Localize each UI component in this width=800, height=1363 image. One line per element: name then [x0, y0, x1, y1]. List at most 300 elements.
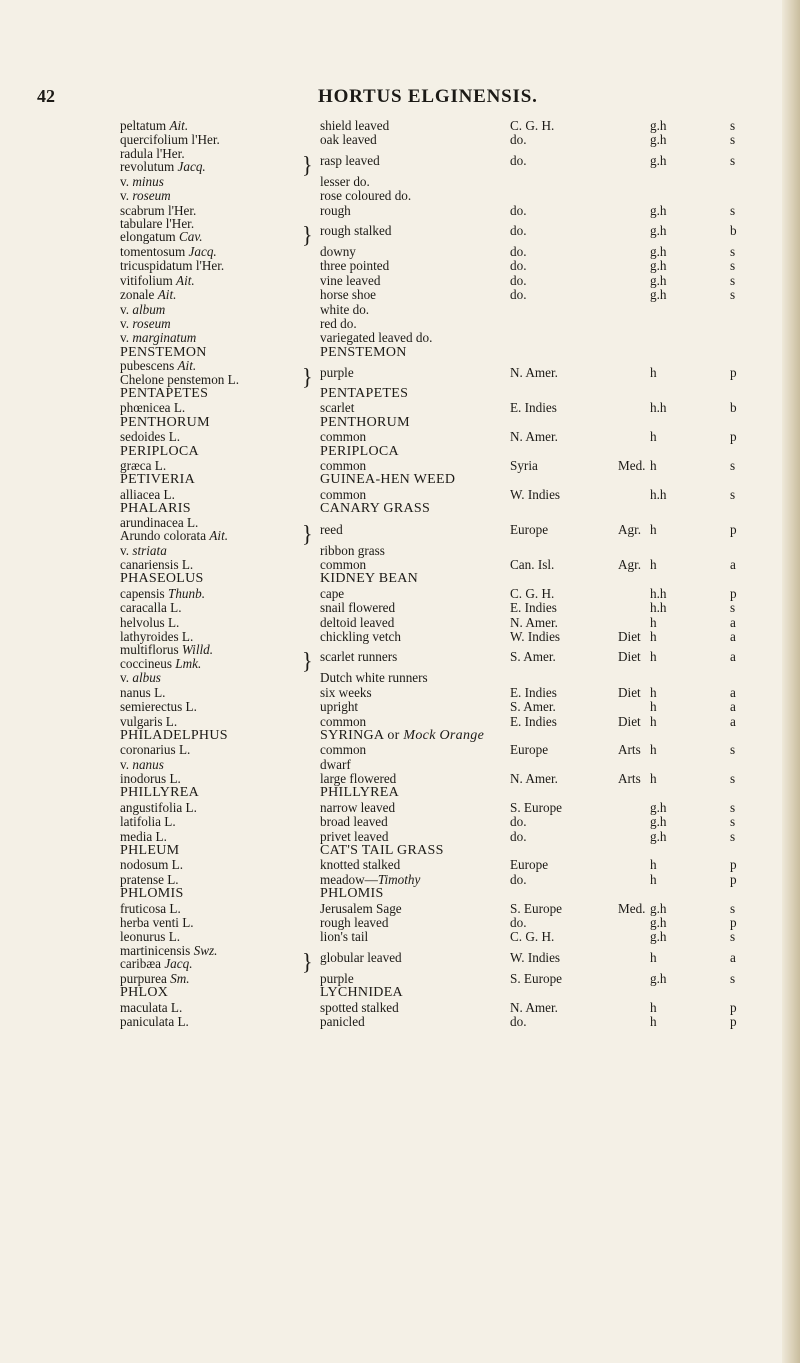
genus-common-name: CANARY GRASS — [320, 501, 431, 517]
species-row — [0, 814, 780, 828]
native-place: E. Indies — [510, 600, 557, 616]
common-name: spotted stalked — [320, 999, 399, 1015]
native-place: S. Europe — [510, 799, 563, 815]
genus-heading-row — [0, 444, 780, 458]
latin-name: radula l'Her. — [120, 145, 185, 161]
duration-code: s — [730, 118, 736, 133]
species-row — [0, 757, 780, 771]
species-row — [0, 829, 780, 843]
native-place: Europe — [510, 742, 549, 758]
common-name: rose coloured do. — [320, 188, 412, 204]
duration-code: s — [730, 486, 736, 502]
latin-name: nodosum L. — [120, 857, 184, 873]
cultivation-code: h — [650, 1013, 657, 1029]
genus-common-name: PENTHORUM — [320, 414, 410, 430]
common-name: shield leaved — [320, 118, 390, 133]
duration-code: b — [730, 400, 737, 416]
latin-name: coronarius L. — [120, 742, 191, 758]
genus-common-name: LYCHNIDEA — [320, 985, 403, 1001]
latin-name: maculata L. — [120, 999, 183, 1015]
latin-name: coccineus Lmk. — [120, 655, 202, 671]
duration-code: p — [730, 585, 737, 601]
native-place: C. G. H. — [510, 118, 555, 133]
duration-code: a — [730, 684, 736, 700]
latin-name: pubescens Ait. — [120, 358, 197, 374]
duration-code: p — [730, 914, 737, 930]
species-row — [0, 615, 780, 629]
common-name: lion's tail — [320, 929, 369, 945]
duration-code: a — [730, 713, 736, 729]
duration-code: s — [730, 828, 736, 844]
duration-code: s — [730, 258, 736, 274]
latin-name: arundinacea L. — [120, 514, 199, 530]
latin-name: nanus L. — [120, 684, 166, 700]
genus-common-name: PENTAPETES — [320, 386, 409, 402]
genus-common-name: PHLOMIS — [320, 886, 384, 902]
genus-name: PHILADELPHUS — [120, 727, 228, 743]
native-place: N. Amer. — [510, 429, 558, 445]
latin-name: pratense L. — [120, 871, 179, 887]
latin-name: v. marginatum — [120, 330, 197, 346]
common-name: dwarf — [320, 756, 351, 772]
common-name: common — [320, 742, 367, 758]
duration-code: p — [730, 871, 737, 887]
latin-name: tricuspidatum l'Her. — [120, 258, 225, 274]
genus-common-name: CAT'S TAIL GRASS — [320, 843, 444, 859]
cultivation-code: g.h — [650, 222, 667, 238]
cultivation-code: g.h — [650, 814, 667, 830]
latin-name: alliacea L. — [120, 486, 175, 502]
common-name: ribbon grass — [320, 542, 385, 558]
species-row — [0, 629, 780, 643]
use-note: Diet — [618, 713, 641, 729]
native-place: N. Amer. — [510, 771, 558, 787]
synonym-group — [120, 359, 239, 386]
cultivation-code: h — [650, 949, 657, 965]
genus-heading-row — [0, 501, 780, 515]
use-note: Diet — [618, 628, 641, 644]
genus-name: PHASEOLUS — [120, 571, 204, 587]
cultivation-code: g.h — [650, 272, 667, 288]
species-row — [0, 714, 780, 728]
use-note: Agr. — [618, 556, 642, 572]
latin-name: v. roseum — [120, 315, 171, 331]
common-name: variegated leaved do. — [320, 330, 433, 346]
duration-code: b — [730, 222, 737, 238]
latin-name: elongatum Cav. — [120, 229, 203, 245]
genus-common-name: GUINEA-HEN WEED — [320, 472, 456, 488]
cultivation-code: h — [650, 458, 657, 474]
species-row — [0, 287, 780, 301]
species-row — [0, 670, 780, 684]
cultivation-code: g.h — [650, 118, 667, 133]
species-row — [0, 929, 780, 943]
common-name: privet leaved — [320, 828, 389, 844]
cultivation-code: h — [650, 699, 657, 715]
common-name: horse shoe — [320, 287, 377, 303]
latin-name: capensis Thunb. — [120, 585, 205, 601]
common-name: cape — [320, 585, 345, 601]
species-row — [0, 203, 780, 217]
duration-code: s — [730, 600, 736, 616]
common-name: chickling vetch — [320, 628, 401, 644]
brace-mark: } — [302, 948, 313, 975]
native-place: C. G. H. — [510, 585, 555, 601]
synonym-group — [120, 643, 213, 670]
latin-name: helvolus L. — [120, 614, 180, 630]
species-row — [0, 215, 780, 248]
cultivation-code: g.h — [650, 152, 667, 168]
cultivation-code: h — [650, 871, 657, 887]
species-row — [0, 132, 780, 146]
cultivation-code: g.h — [650, 914, 667, 930]
species-row — [0, 174, 780, 188]
duration-code: s — [730, 814, 736, 830]
common-name: vine leaved — [320, 272, 381, 288]
native-place: do. — [510, 914, 527, 930]
cultivation-code: g.h — [650, 929, 667, 945]
genus-name: PENTAPETES — [120, 386, 209, 402]
common-name: meadow—Timothy — [320, 871, 421, 887]
use-note: Diet — [618, 684, 641, 700]
common-name: red do. — [320, 315, 357, 331]
genus-heading-row — [0, 386, 780, 400]
species-row — [0, 557, 780, 571]
species-row — [0, 800, 780, 814]
brace-mark: } — [302, 647, 313, 674]
use-note: Diet — [618, 649, 641, 665]
species-row — [0, 429, 780, 443]
species-row — [0, 302, 780, 316]
species-row — [0, 1000, 780, 1014]
common-name: lesser do. — [320, 173, 370, 189]
cultivation-code: g.h — [650, 258, 667, 274]
latin-name: v. album — [120, 301, 166, 317]
common-name: rough leaved — [320, 914, 389, 930]
latin-name: peltatum Ait. — [120, 118, 189, 133]
latin-name: multiflorus Willd. — [120, 642, 214, 658]
genus-name: PHLOX — [120, 985, 169, 1001]
species-row — [0, 400, 780, 414]
common-name: snail flowered — [320, 600, 396, 616]
synonym-group — [120, 516, 228, 543]
latin-name: canariensis L. — [120, 556, 194, 572]
native-place: do. — [510, 222, 527, 238]
genus-heading-row — [0, 886, 780, 900]
native-place: do. — [510, 272, 527, 288]
species-row — [0, 942, 780, 975]
species-row — [0, 857, 780, 871]
cultivation-code: g.h — [650, 287, 667, 303]
species-row — [0, 872, 780, 886]
duration-code: a — [730, 949, 736, 965]
species-row — [0, 586, 780, 600]
genus-common-name: PENSTEMON — [320, 344, 407, 360]
latin-name: angustifolia L. — [120, 799, 197, 815]
duration-code: a — [730, 628, 736, 644]
duration-code: p — [730, 365, 737, 381]
genus-heading-row — [0, 728, 780, 742]
native-place: Europe — [510, 521, 549, 537]
latin-name: phœnicea L. — [120, 400, 186, 416]
latin-name: caracalla L. — [120, 600, 182, 616]
native-place: do. — [510, 1013, 527, 1029]
latin-name: semierectus L. — [120, 699, 197, 715]
native-place: N. Amer. — [510, 614, 558, 630]
latin-name: tabulare l'Her. — [120, 215, 195, 231]
genus-common-name: PERIPLOCA — [320, 443, 399, 459]
duration-code: s — [730, 742, 736, 758]
duration-code: s — [730, 243, 736, 259]
genus-name: PETIVERIA — [120, 472, 196, 488]
native-place: E. Indies — [510, 684, 557, 700]
cultivation-code: h — [650, 556, 657, 572]
common-name: upright — [320, 699, 359, 715]
cultivation-code: g.h — [650, 202, 667, 218]
common-name: panicled — [320, 1013, 365, 1029]
genus-heading-row — [0, 843, 780, 857]
common-name: globular leaved — [320, 949, 402, 965]
cultivation-code: h — [650, 857, 657, 873]
common-name: Dutch white runners — [320, 670, 428, 686]
genus-name: PENSTEMON — [120, 344, 207, 360]
cultivation-code: g.h — [650, 243, 667, 259]
duration-code: s — [730, 771, 736, 787]
duration-code: p — [730, 521, 737, 537]
cultivation-code: h — [650, 365, 657, 381]
latin-name: v. minus — [120, 173, 164, 189]
cultivation-code: h — [650, 429, 657, 445]
cultivation-code: h.h — [650, 585, 667, 601]
species-row — [0, 258, 780, 272]
latin-name: revolutum Jacq. — [120, 159, 206, 175]
duration-code: p — [730, 857, 737, 873]
latin-name: media L. — [120, 828, 167, 844]
cultivation-code: h — [650, 742, 657, 758]
species-row — [0, 316, 780, 330]
species-row — [0, 330, 780, 344]
duration-code: s — [730, 287, 736, 303]
native-place: C. G. H. — [510, 929, 555, 945]
duration-code: p — [730, 1013, 737, 1029]
latin-name: latifolia L. — [120, 814, 176, 830]
species-row — [0, 742, 780, 756]
genus-name: PERIPLOCA — [120, 443, 199, 459]
common-name: knotted stalked — [320, 857, 401, 873]
common-name: narrow leaved — [320, 799, 396, 815]
species-row — [0, 699, 780, 713]
species-row — [0, 600, 780, 614]
cultivation-code: g.h — [650, 132, 667, 148]
native-place: W. Indies — [510, 486, 561, 502]
native-place: W. Indies — [510, 949, 561, 965]
common-name: downy — [320, 243, 356, 259]
common-name: broad leaved — [320, 814, 388, 830]
common-name: scarlet runners — [320, 649, 398, 665]
use-note: Agr. — [618, 521, 642, 537]
common-name: white do. — [320, 301, 370, 317]
native-place: do. — [510, 152, 527, 168]
cultivation-code: h — [650, 628, 657, 644]
latin-name: leonurus L. — [120, 929, 181, 945]
duration-code: s — [730, 272, 736, 288]
common-name: common — [320, 458, 367, 474]
genus-heading-row — [0, 571, 780, 585]
species-row — [0, 358, 780, 390]
latin-name: vitifolium Ait. — [120, 272, 195, 288]
common-name: purple — [320, 970, 354, 986]
duration-code: s — [730, 900, 736, 916]
native-place: W. Indies — [510, 628, 561, 644]
cultivation-code: h.h — [650, 486, 667, 502]
genus-name: PHLEUM — [120, 843, 180, 859]
cultivation-code: h — [650, 684, 657, 700]
species-row — [0, 901, 780, 915]
duration-code: a — [730, 699, 736, 715]
cultivation-code: h.h — [650, 600, 667, 616]
common-name: purple — [320, 365, 354, 381]
cultivation-code: h — [650, 999, 657, 1015]
latin-name: v. nanus — [120, 756, 164, 772]
native-place: Europe — [510, 857, 549, 873]
species-row — [0, 487, 780, 501]
native-place: do. — [510, 132, 527, 148]
latin-name: lathyroides L. — [120, 628, 194, 644]
duration-code: s — [730, 132, 736, 148]
duration-code: a — [730, 614, 736, 630]
latin-name: quercifolium l'Her. — [120, 132, 220, 148]
synonym-group — [120, 147, 206, 174]
genus-heading-row — [0, 415, 780, 429]
species-row — [0, 118, 780, 132]
duration-code: s — [730, 929, 736, 945]
latin-name: zonale Ait. — [120, 287, 177, 303]
genus-heading-row — [0, 345, 780, 359]
native-place: S. Europe — [510, 900, 563, 916]
latin-name: v. albus — [120, 670, 161, 686]
latin-name: sedoides L. — [120, 429, 181, 445]
running-head: HORTUS ELGINENSIS. — [318, 86, 538, 107]
cultivation-code: g.h — [650, 970, 667, 986]
common-name: reed — [320, 521, 343, 537]
use-note: Med. — [618, 900, 646, 916]
genus-name: PHLOMIS — [120, 886, 184, 902]
cultivation-code: h.h — [650, 400, 667, 416]
use-note: Med. — [618, 458, 646, 474]
native-place: N. Amer. — [510, 999, 558, 1015]
latin-name: martinicensis Swz. — [120, 942, 218, 958]
species-row — [0, 1014, 780, 1028]
native-place: do. — [510, 202, 527, 218]
common-name: rasp leaved — [320, 152, 380, 168]
species-row — [0, 771, 780, 785]
synonym-group — [120, 944, 217, 971]
latin-name: paniculata L. — [120, 1013, 189, 1029]
common-name: common — [320, 429, 367, 445]
native-place: do. — [510, 871, 527, 887]
native-place: E. Indies — [510, 713, 557, 729]
native-place: Can. Isl. — [510, 556, 555, 572]
page-edge — [782, 0, 800, 1363]
duration-code: s — [730, 799, 736, 815]
latin-name: inodorus L. — [120, 771, 181, 787]
genus-name: PENTHORUM — [120, 414, 210, 430]
cultivation-code: h — [650, 771, 657, 787]
latin-name: v. striata — [120, 542, 167, 558]
latin-name: fruticosa L. — [120, 900, 181, 916]
common-name: three pointed — [320, 258, 390, 274]
plant-catalogue-list — [0, 118, 780, 1028]
cultivation-code: h — [650, 649, 657, 665]
cultivation-code: h — [650, 713, 657, 729]
native-place: Syria — [510, 458, 538, 474]
duration-code: s — [730, 152, 736, 168]
brace-mark: } — [302, 363, 313, 390]
native-place: do. — [510, 258, 527, 274]
native-place: S. Amer. — [510, 649, 556, 665]
common-name: common — [320, 713, 367, 729]
genus-heading-row — [0, 985, 780, 999]
cultivation-code: g.h — [650, 828, 667, 844]
latin-name: tomentosum Jacq. — [120, 243, 217, 259]
native-place: do. — [510, 287, 527, 303]
latin-name: scabrum l'Her. — [120, 202, 197, 218]
latin-name: vulgaris L. — [120, 713, 178, 729]
common-name: large flowered — [320, 771, 397, 787]
duration-code: s — [730, 458, 736, 474]
brace-mark: } — [302, 519, 313, 547]
species-row — [0, 543, 780, 557]
species-row — [0, 642, 780, 674]
genus-name: PHALARIS — [120, 501, 191, 517]
species-row — [0, 273, 780, 287]
genus-heading-row — [0, 472, 780, 486]
latin-name: purpurea Sm. — [120, 970, 190, 986]
page-number: 42 — [37, 86, 55, 106]
brace-mark: } — [302, 221, 313, 248]
cultivation-code: g.h — [650, 900, 667, 916]
latin-name: caribæa Jacq. — [120, 956, 193, 972]
native-place: do. — [510, 243, 527, 259]
cultivation-code: h — [650, 614, 657, 630]
common-name: common — [320, 556, 367, 572]
latin-name: v. roseum — [120, 188, 171, 204]
duration-code: p — [730, 429, 737, 445]
common-name: scarlet — [320, 400, 355, 416]
latin-name: herba venti L. — [120, 914, 194, 930]
latin-name: Arundo colorata Ait. — [120, 528, 229, 544]
duration-code: p — [730, 999, 737, 1015]
species-row — [0, 685, 780, 699]
latin-name: Chelone penstemon L. — [120, 371, 240, 387]
duration-code: s — [730, 202, 736, 218]
latin-name: græca L. — [120, 458, 167, 474]
native-place: do. — [510, 814, 527, 830]
use-note: Arts — [618, 742, 641, 758]
use-note: Arts — [618, 771, 641, 787]
native-place: S. Europe — [510, 970, 563, 986]
cultivation-code: g.h — [650, 799, 667, 815]
native-place: N. Amer. — [510, 365, 558, 381]
synonym-group — [120, 217, 203, 244]
species-row — [0, 971, 780, 985]
native-place: do. — [510, 828, 527, 844]
species-row — [0, 458, 780, 472]
duration-code: s — [730, 970, 736, 986]
common-name: rough stalked — [320, 222, 392, 238]
species-row — [0, 244, 780, 258]
genus-heading-row — [0, 785, 780, 799]
